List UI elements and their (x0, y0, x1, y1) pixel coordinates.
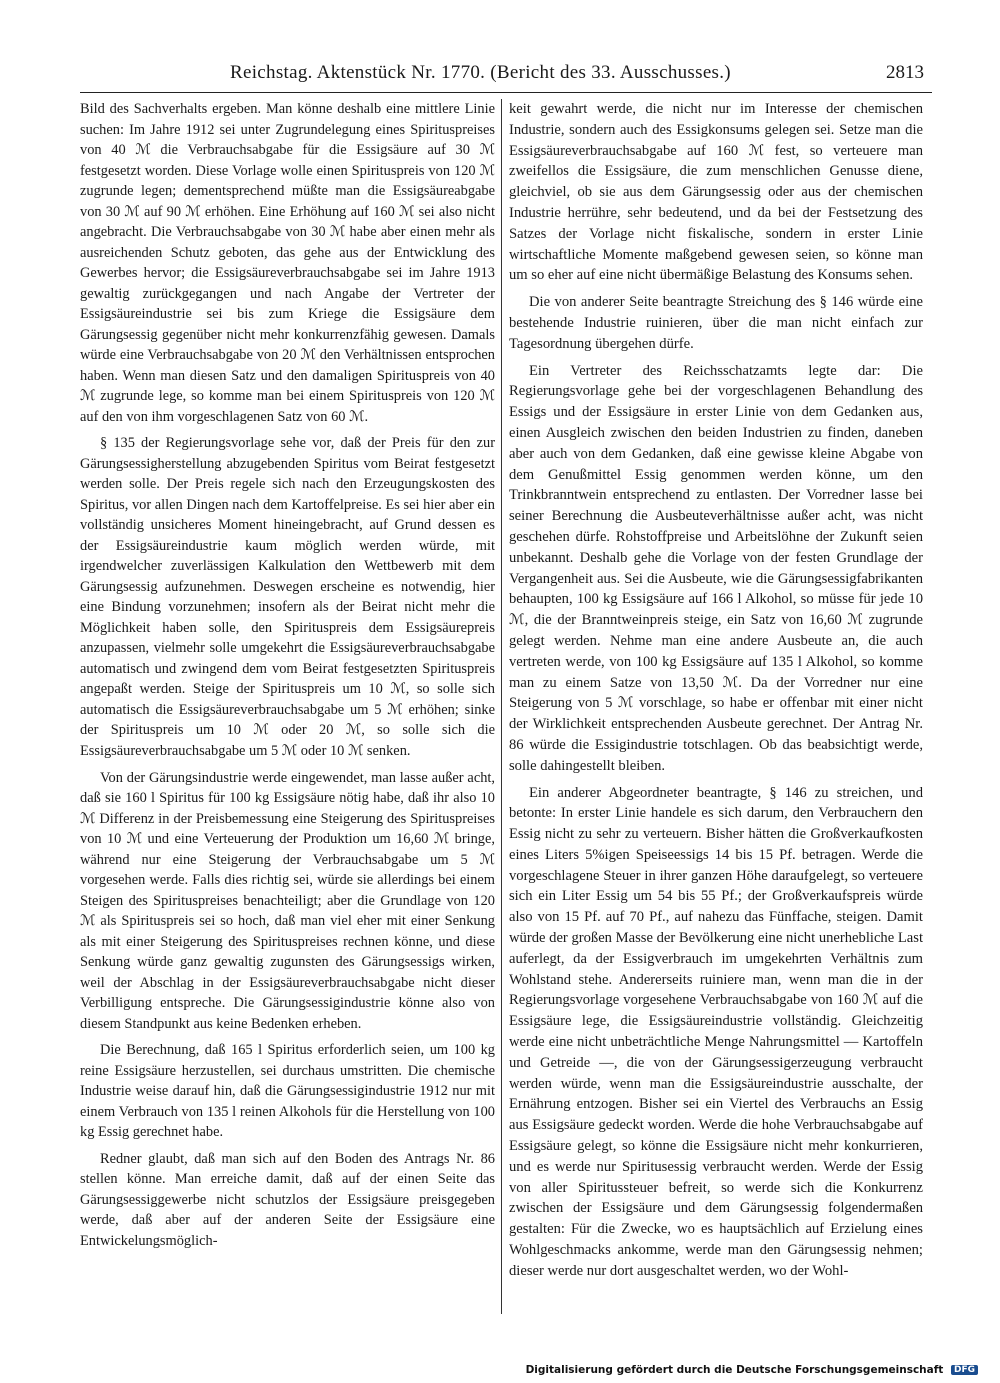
paragraph: Ein Vertreter des Reichsschatzamts legte dar: Die Regierungsvorlage gehe bei der vorgeschlagenen Behandlung des Essigs und der Essigsäure in erster Linie von dem Gedanken aus, einen Ausgleich zwischen den beiden Industrien zu finden, daneben aber auch von dem Gedanken, daß eine gewisse kleine Abgabe von dem Genußmittel Essig genommen werden könne, um den Trinkbranntwein entsprechend zu entlasten. Der Vorredner lasse bei seiner Berechnung die Ausbeuteverhältnisse außer acht, was nicht geschehen dürfe. Rohstoffpreise und Arbeitslöhne der Zukunft seien unbekannt. Deshalb gehe die Vorlage von der festen Grundlage der Vergangenheit aus. Sei die Ausbeute, wie die Gärungsessigfabrikanten behaupten, 100 kg Essigsäure auf 166 l Alkohol, so müsse für jede 10 ℳ, die der Branntweinpreis steige, ein Satz von 16,60 ℳ zugrunde gelegt werden. Nehme man eine andere Ausbeute an, die auch vertreten werde, von 100 kg Essigsäure auf 135 l Alkohol, so komme man zu einem Satze von 13,50 ℳ. Da der Vorredner nur eine Steigerung von 5 ℳ vorschlage, so habe er offenbar mit einer nicht der Wirklichkeit entsprechenden Ausbeute gerechnet. Der Antrag Nr. 86 würde die Essigindustrie totschlagen. Ob das beabsichtigt werde, solle dahingestellt bleiben. (509, 362, 923, 774)
paragraph: Von der Gärungsindustrie werde eingewendet, man lasse außer acht, daß sie 160 l Spiritus für 100 kg Essigsäure nötig habe, daß ihr also 10 ℳ Differenz in der Preisbemessung eine Steigerung des Spirituspreises von 10 ℳ und eine Verteuerung der Produktion um 16,60 ℳ bringe, während nur eine Steigerung der Verbrauchsabgabe um 5 ℳ vorgesehen werde. Falls dies richtig sei, würde sie allerdings bei einem Steigen des Spirituspreises benachteiligt; aber die Grundlage von 120 ℳ als Spirituspreis sei so hoch, daß man viel eher mit einer Senkung als mit einer Steigerung des Spirituspreises rechnen könne, und diese Senkung würde ganz gewaltig zugunsten des Gärungsessigs wirken, weil der Abschlag in der Essigsäureverbrauchsabgabe nicht dieser Verbilligung entspreche. Die Gärungsessigindustrie könne also von diesem Standpunkt aus keine Bedenken erheben. (80, 769, 495, 1032)
paragraph: keit gewahrt werde, die nicht nur im Interesse der chemischen Industrie, sondern auch des Essigkonsums gelegen sei. Setze man die Essigsäureverbrauchsabgabe auf 160 ℳ fest, so verteuere man zweifellos die Essigsäure, die zum menschlichen Genusse diene, gleichviel, ob sie aus dem Gärungsessig oder aus der chemischen Industrie herrühre, sehr bedeutend, und da bei der Festsetzung des Satzes der Vorlage nicht fiskalische, sondern in erster Linie wirtschaftliche Momente maßgebend gewesen seien, so könne man um so eher auf eine nicht übermäßige Belastung des Konsums sehen. (509, 101, 923, 284)
header-title: Reichstag. Aktenstück Nr. 1770. (Bericht des 33. Ausschusses.) (230, 62, 731, 83)
running-header (80, 62, 932, 88)
page-number: 2813 (886, 62, 924, 83)
header-rule (80, 92, 932, 93)
paragraph: Die von anderer Seite beantragte Streichung des § 146 würde eine bestehende Industrie ruinieren, über die man nicht einfach zur Tagesordnung übergehen dürfe. (509, 294, 923, 352)
credit-text: Digitalisierung gefördert durch die Deutsche Forschungsgemeinschaft (525, 1364, 944, 1376)
paragraph: Ein anderer Abgeordneter beantragte, § 146 zu streichen, und betonte: In erster Linie handele es sich darum, den Verbrauchern den Essig nicht zu sehr zu verteuern. Bisher hätten die Großverkaufkosten eines Liters 5%igen Speiseessigs 14 bis 15 Pf. betragen. Werde die vorgeschlagene Steuer in ihrer ganzen Höhe daraufgelegt, so verteuere sich ein Liter Essig um 54 bis 55 Pf.; der Großverkaufspreis würde also von 15 Pf. auf 70 Pf., auf nahezu das Fünffache, steigen. Damit würde der großen Masse der Bevölkerung eine nicht unerhebliche Last auferlegt, da der Essigverbrauch im umgekehrten Verhältnis zum Wohlstand stehe. Andererseits ruiniere man, wenn man die in der Regierungsvorlage vorgesehene Verbrauchsabgabe von 160 ℳ auf die Essigsäure lege, die Essigsäureindustrie vollständig. Gleichzeitig werde eine nicht unbeträchtliche Menge Nahrungsmittel — Kartoffeln und Getreide —, die von der Gärungsessigerzeugung verbraucht werden würde, wenn man die Essigsäureindustrie ausschalte, der Ernährung entzogen. Bisher sei ein Viertel des Verbrauchs an Essig aus Essigsäure gedeckt worden. Werde die hohe Verbrauchsabgabe auf Essigsäure gelegt, so könne die Essigsäure nicht mehr konkurrieren, und es werde nur Spiritusessig verbraucht werden. Werde der Essig von aller Spiritussteuer befreit, so werde sich die Konkurrenz zwischen der Essigsäure und dem Gärungsessig folgendermaßen gestalten: Für die Zwecke, wo es hauptsächlich auf Erzielung eines Wohlgeschmacks ankomme, werde man den Gärungsessig nehmen; dieser werde nur dort ausgeschaltet werden, wo der Wohl- (509, 784, 923, 1279)
left-column (80, 99, 495, 1251)
paragraph: Die Berechnung, daß 165 l Spiritus erforderlich seien, um 100 kg reine Essigsäure herzustellen, sei durchaus umstritten. Die chemische Industrie weise darauf hin, daß die Gärungsessigindustrie 1912 nur mit einem Verbrauch von 135 l reinen Alkohols für die Herstellung von 100 kg Essig gerechnet habe. (80, 1042, 495, 1141)
digitization-credit (526, 1364, 978, 1376)
right-column (509, 99, 923, 1282)
column-divider (501, 99, 502, 1314)
paragraph: Bild des Sachverhalts ergeben. Man könne deshalb eine mittlere Linie suchen: Im Jahre 1912 sei unter Zugrundelegung eines Spirituspreises von 40 ℳ die Verbrauchsabgabe für die Essigsäure auf 30 ℳ festgesetzt worden. Diese Vorlage wolle einen Spirituspreis von 120 ℳ zugrunde legen; dementsprechend müßte man die Essigsäureabgabe von 30 ℳ auf 90 ℳ erhöhen. Eine Erhöhung auf 160 ℳ sei also nicht angebracht. Die Verbrauchsabgabe von 30 ℳ habe aber einen mehr als ausreichenden Schutz geboten, das gehe aus der Entwicklung des Gewerbes hervor; die Essigsäureverbrauchsabgabe sei im Jahre 1913 gewaltig zurückgegangen und nach Angabe der Vertreter der Essigsäureindustrie sei bis zum Kriege die Essigsäure dem Gärungsessig gegenüber nicht mehr konkurrenzfähig gewesen. Damals würde eine Verbrauchsabgabe von 20 ℳ den Verhältnissen entsprochen haben. Wenn man diesen Satz und den damaligen Spirituspreis von 40 ℳ zugrunde lege, so komme man bei einem Spirituspreis von 120 ℳ auf den von ihm vorgeschlagenen Satz von 60 ℳ. (80, 101, 495, 425)
paragraph: § 135 der Regierungsvorlage sehe vor, daß der Preis für den zur Gärungsessigherstellung abzugebenden Spiritus vom Beirat festgesetzt werden solle. Der Preis regele sich nach den Erzeugungskosten des Spiritus, vor allen Dingen nach dem Kartoffelpreise. Es sei hier aber ein vollständig unsicheres Moment hineingebracht, auf Grund dessen es der Essigsäureindustrie kaum möglich werden würde, mit irgendwelcher zuverlässigen Kalkulation den Wettbewerb mit dem Gärungsessig aufzunehmen. Deswegen erscheine es notwendig, hier eine Bindung vorzunehmen; insofern als der Beirat nicht mehr die Möglichkeit haben solle, den Spirituspreis dem Essigsäurepreis anzupassen, vielmehr solle umgekehrt die Essigsäureverbrauchsabgabe automatisch und zwingend dem vom Beirat festgesetzten Spirituspreis angepaßt werden. Steige der Spirituspreis um 10 ℳ, so solle sich automatisch die Essigsäureverbrauchsabgabe um 5 ℳ erhöhen; sinke der Spirituspreis um 10 ℳ oder 20 ℳ, so solle sich die Essigsäureverbrauchsabgabe um 5 ℳ oder 10 ℳ senken. (80, 435, 495, 759)
paragraph: Redner glaubt, daß man sich auf den Boden des Antrags Nr. 86 stellen könne. Man erreiche damit, daß auf der einen Seite das Gärungsessiggewerbe nicht schutzlos der Essigsäure preisgegeben werde, daß aber auf der anderen Seite der Essigsäure eine Entwickelungsmöglich- (80, 1150, 495, 1249)
dfg-logo: DFG (951, 1365, 978, 1375)
